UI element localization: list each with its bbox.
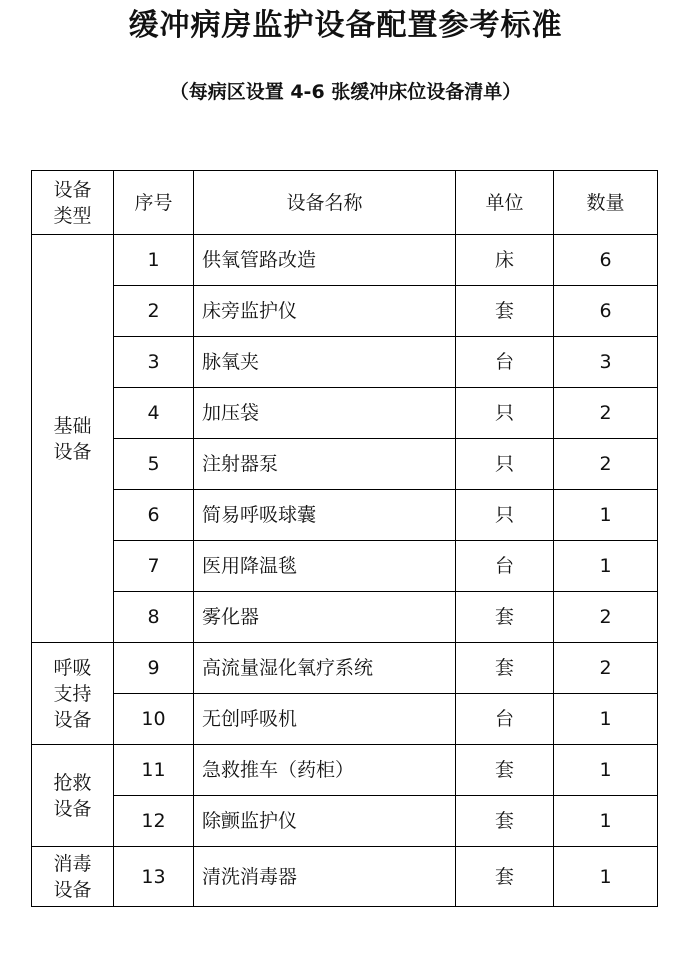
row-name: 供氧管路改造 [194,235,456,286]
row-quantity: 1 [554,745,658,796]
page-title: 缓冲病房监护设备配置参考标准 [128,8,563,43]
row-name: 无创呼吸机 [194,694,456,745]
category-cell-disinfection: 消毒设备 [32,847,114,907]
row-unit: 只 [456,490,554,541]
row-quantity: 6 [554,286,658,337]
row-unit: 套 [456,847,554,907]
row-index: 2 [114,286,194,337]
row-index: 8 [114,592,194,643]
row-unit: 台 [456,694,554,745]
row-quantity: 2 [554,592,658,643]
table-row [32,337,658,388]
row-index: 13 [114,847,194,907]
row-name: 高流量湿化氧疗系统 [194,643,456,694]
row-name: 医用降温毯 [194,541,456,592]
row-quantity: 2 [554,388,658,439]
row-quantity: 2 [554,439,658,490]
row-quantity: 1 [554,490,658,541]
row-unit: 台 [456,541,554,592]
row-index: 7 [114,541,194,592]
table-row [32,796,658,847]
row-unit: 套 [456,796,554,847]
row-index: 9 [114,643,194,694]
category-cell-basic: 基础设备 [32,235,114,643]
row-name: 床旁监护仪 [194,286,456,337]
row-quantity: 1 [554,796,658,847]
table-row [32,439,658,490]
row-index: 10 [114,694,194,745]
category-cell-rescue: 抢救设备 [32,745,114,847]
row-name: 急救推车（药柜） [194,745,456,796]
table-row [32,643,658,694]
row-quantity: 1 [554,694,658,745]
row-unit: 套 [456,592,554,643]
row-index: 6 [114,490,194,541]
table-row [32,847,658,907]
table-row [32,388,658,439]
row-quantity: 6 [554,235,658,286]
row-quantity: 1 [554,541,658,592]
header-index: 序号 [114,171,194,235]
row-unit: 只 [456,388,554,439]
table-row [32,694,658,745]
table-row [32,541,658,592]
row-unit: 套 [456,643,554,694]
header-quantity: 数量 [554,171,658,235]
table-row [32,490,658,541]
table-header-row [32,171,658,235]
row-quantity: 1 [554,847,658,907]
row-name: 清洗消毒器 [194,847,456,907]
table-row [32,235,658,286]
category-cell-respiratory: 呼吸支持设备 [32,643,114,745]
header-name: 设备名称 [194,171,456,235]
header-category: 设备类型 [32,171,114,235]
row-quantity: 3 [554,337,658,388]
row-index: 3 [114,337,194,388]
row-unit: 套 [456,745,554,796]
table-row [32,592,658,643]
row-unit: 只 [456,439,554,490]
row-index: 11 [114,745,194,796]
row-name: 注射器泵 [194,439,456,490]
row-unit: 床 [456,235,554,286]
row-index: 4 [114,388,194,439]
table-row [32,286,658,337]
header-unit: 单位 [456,171,554,235]
equipment-table [31,170,658,907]
row-name: 除颤监护仪 [194,796,456,847]
row-index: 5 [114,439,194,490]
row-unit: 台 [456,337,554,388]
page-subtitle: （每病区设置 4-6 张缓冲床位设备清单） [169,81,522,103]
row-name: 脉氧夹 [194,337,456,388]
row-index: 12 [114,796,194,847]
row-name: 简易呼吸球囊 [194,490,456,541]
row-quantity: 2 [554,643,658,694]
table-row [32,745,658,796]
row-index: 1 [114,235,194,286]
row-name: 加压袋 [194,388,456,439]
row-name: 雾化器 [194,592,456,643]
row-unit: 套 [456,286,554,337]
